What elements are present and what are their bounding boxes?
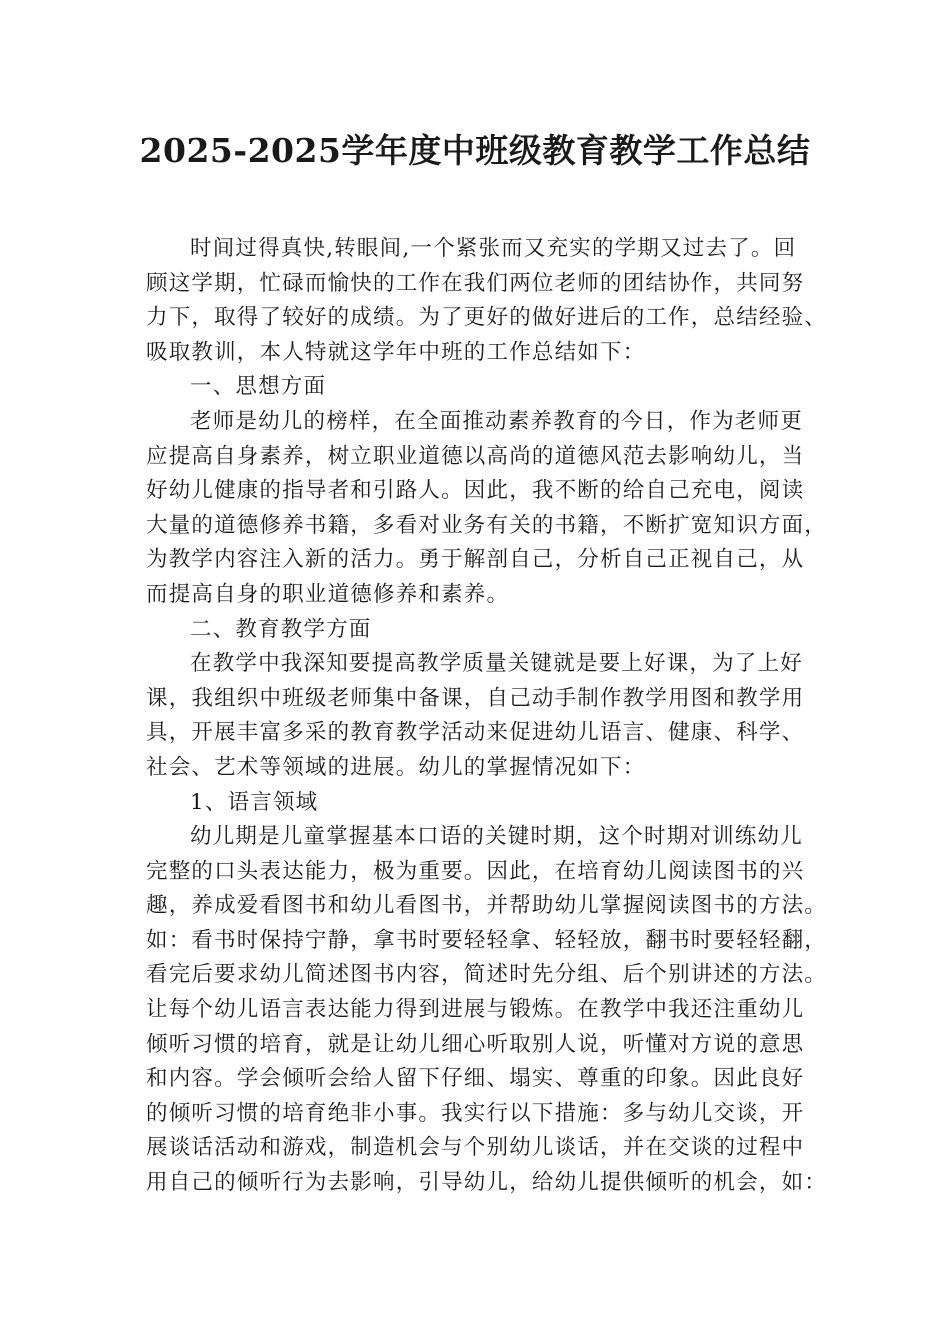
paragraph-line: 展谈话活动和游戏，制造机会与个别幼儿谈话，并在交谈的过程中 <box>146 1135 805 1161</box>
paragraph-line: 用自己的倾听行为去影响，引导幼儿，给幼儿提供倾听的机会，如： <box>146 1170 828 1196</box>
paragraph-line: 和内容。学会倾听会给人留下仔细、塌实、尊重的印象。因此良好 <box>146 1066 805 1092</box>
document-body <box>146 232 826 1201</box>
paragraph-line: 二、教育教学方面 <box>190 616 372 642</box>
paragraph-line: 幼儿期是儿童掌握基本口语的关键时期，这个时期对训练幼儿 <box>190 824 803 850</box>
paragraph-line: 一、思想方面 <box>190 374 327 400</box>
paragraph-line: 为教学内容注入新的活力。勇于解剖自己，分析自己正视自己，从 <box>146 547 805 573</box>
paragraph-line: 具，开展丰富多采的教育教学活动来促进幼儿语言、健康、科学、 <box>146 720 805 746</box>
paragraph-line: 时间过得真快,转眼间,一个紧张而又充实的学期又过去了。回 <box>190 236 797 261</box>
paragraph-line: 社会、艺术等领域的进展。幼儿的掌握情况如下： <box>146 754 646 780</box>
paragraph-line: 大量的道德修养书籍，多看对业务有关的书籍，不断扩宽知识方面， <box>146 512 828 538</box>
paragraph-line: 吸取教训，本人特就这学年中班的工作总结如下： <box>146 339 646 365</box>
paragraph-line: 在教学中我深知要提高教学质量关键就是要上好课，为了上好 <box>190 651 803 677</box>
paragraph-line: 1、语言领域 <box>190 789 319 815</box>
document-title: 2025-2025学年度中班级教育教学工作总结 <box>139 131 811 170</box>
paragraph-line: 让每个幼儿语言表达能力得到进展与锻炼。在教学中我还注重幼儿 <box>146 997 805 1023</box>
paragraph-line: 看完后要求幼儿简述图书内容，简述时先分组、后个别讲述的方法。 <box>146 962 828 988</box>
paragraph-line: 的倾听习惯的培育绝非小事。我实行以下措施：多与幼儿交谈，开 <box>146 1100 805 1126</box>
paragraph-line: 力下，取得了较好的成绩。为了更好的做好进后的工作，总结经验、 <box>146 305 828 331</box>
paragraph-line: 课，我组织中班级老师集中备课，自己动手制作教学用图和教学用 <box>146 685 805 711</box>
paragraph-line: 应提高自身素养，树立职业道德以高尚的道德风范去影响幼儿，当 <box>146 443 805 469</box>
paragraph-line: 顾这学期，忙碌而愉快的工作在我们两位老师的团结协作，共同努 <box>146 270 805 296</box>
paragraph-line: 如：看书时保持宁静，拿书时要轻轻拿、轻轻放，翻书时要轻轻翻， <box>146 927 828 953</box>
paragraph-line: 倾听习惯的培育，就是让幼儿细心听取别人说，听懂对方说的意思 <box>146 1031 805 1057</box>
paragraph-line: 完整的口头表达能力，极为重要。因此，在培育幼儿阅读图书的兴 <box>146 858 805 884</box>
paragraph-line: 老师是幼儿的榜样，在全面推动素养教育的今日，作为老师更 <box>190 408 803 434</box>
paragraph-line: 而提高自身的职业道德修养和素养。 <box>146 581 510 607</box>
paragraph-line: 好幼儿健康的指导者和引路人。因此，我不断的给自己充电，阅读 <box>146 478 805 504</box>
paragraph-line: 趣，养成爱看图书和幼儿看图书，并帮助幼儿掌握阅读图书的方法。 <box>146 893 828 919</box>
